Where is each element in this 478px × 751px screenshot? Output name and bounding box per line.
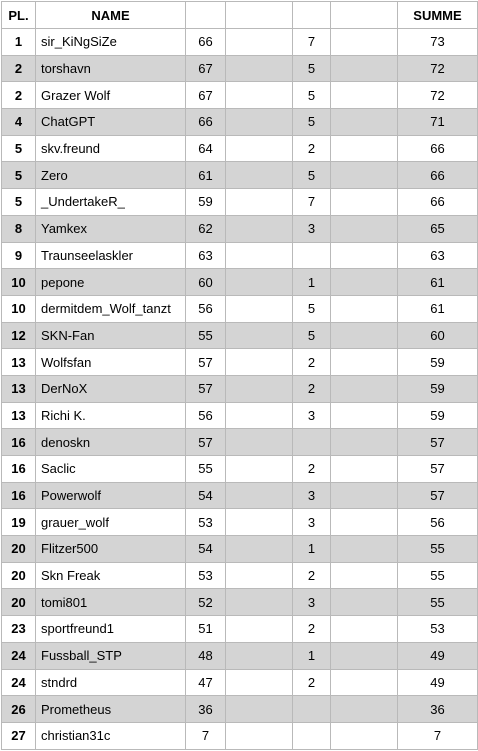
header-col-4 (226, 2, 293, 29)
empty-cell (226, 29, 293, 56)
place-cell: 27 (2, 722, 36, 749)
place-cell: 12 (2, 322, 36, 349)
empty-cell (226, 135, 293, 162)
bonus-cell: 5 (293, 322, 331, 349)
sum-cell: 53 (398, 616, 478, 643)
table-row (2, 29, 478, 56)
ranking-table (1, 1, 478, 750)
points-cell: 67 (186, 82, 226, 109)
points-cell: 54 (186, 482, 226, 509)
place-cell: 16 (2, 456, 36, 483)
bonus-cell: 1 (293, 269, 331, 296)
sum-cell: 72 (398, 82, 478, 109)
name-cell: tomi801 (36, 589, 186, 616)
name-cell: Richi K. (36, 402, 186, 429)
name-cell: Traunseelaskler (36, 242, 186, 269)
name-cell: DerNoX (36, 375, 186, 402)
empty-cell (331, 29, 398, 56)
points-cell: 54 (186, 536, 226, 563)
empty-cell (226, 509, 293, 536)
table-row (2, 616, 478, 643)
name-cell: pepone (36, 269, 186, 296)
table-row (2, 349, 478, 376)
empty-cell (226, 215, 293, 242)
bonus-cell: 3 (293, 589, 331, 616)
name-cell: Skn Freak (36, 562, 186, 589)
sum-cell: 56 (398, 509, 478, 536)
empty-cell (331, 375, 398, 402)
place-cell: 20 (2, 562, 36, 589)
sum-cell: 59 (398, 375, 478, 402)
sum-cell: 57 (398, 456, 478, 483)
name-cell: Prometheus (36, 696, 186, 723)
table-row (2, 295, 478, 322)
empty-cell (331, 509, 398, 536)
name-cell: torshavn (36, 55, 186, 82)
sum-cell: 61 (398, 295, 478, 322)
table-row (2, 189, 478, 216)
empty-cell (226, 269, 293, 296)
empty-cell (331, 109, 398, 136)
place-cell: 5 (2, 135, 36, 162)
name-cell: dermitdem_Wolf_tanzt (36, 295, 186, 322)
bonus-cell: 3 (293, 482, 331, 509)
table-row (2, 589, 478, 616)
table-row (2, 669, 478, 696)
header-col-5 (293, 2, 331, 29)
points-cell: 48 (186, 642, 226, 669)
empty-cell (331, 402, 398, 429)
bonus-cell (293, 429, 331, 456)
place-cell: 1 (2, 29, 36, 56)
points-cell: 52 (186, 589, 226, 616)
sum-cell: 65 (398, 215, 478, 242)
name-cell: SKN-Fan (36, 322, 186, 349)
sum-cell: 57 (398, 482, 478, 509)
points-cell: 36 (186, 696, 226, 723)
place-cell: 5 (2, 189, 36, 216)
empty-cell (331, 322, 398, 349)
place-cell: 5 (2, 162, 36, 189)
points-cell: 62 (186, 215, 226, 242)
points-cell: 53 (186, 509, 226, 536)
bonus-cell: 5 (293, 295, 331, 322)
place-cell: 26 (2, 696, 36, 723)
header-col-3 (186, 2, 226, 29)
name-cell: ChatGPT (36, 109, 186, 136)
empty-cell (331, 162, 398, 189)
sum-cell: 71 (398, 109, 478, 136)
bonus-cell: 5 (293, 109, 331, 136)
empty-cell (331, 536, 398, 563)
empty-cell (331, 242, 398, 269)
header-name: NAME (36, 2, 186, 29)
points-cell: 47 (186, 669, 226, 696)
empty-cell (331, 429, 398, 456)
empty-cell (226, 589, 293, 616)
place-cell: 19 (2, 509, 36, 536)
place-cell: 16 (2, 429, 36, 456)
sum-cell: 57 (398, 429, 478, 456)
name-cell: _UndertakeR_ (36, 189, 186, 216)
sum-cell: 73 (398, 29, 478, 56)
bonus-cell (293, 722, 331, 749)
bonus-cell: 5 (293, 162, 331, 189)
empty-cell (226, 562, 293, 589)
bonus-cell: 5 (293, 55, 331, 82)
name-cell: sir_KiNgSiZe (36, 29, 186, 56)
empty-cell (226, 55, 293, 82)
points-cell: 59 (186, 189, 226, 216)
bonus-cell: 2 (293, 135, 331, 162)
bonus-cell: 3 (293, 402, 331, 429)
points-cell: 7 (186, 722, 226, 749)
points-cell: 63 (186, 242, 226, 269)
sum-cell: 72 (398, 55, 478, 82)
empty-cell (331, 295, 398, 322)
bonus-cell: 2 (293, 562, 331, 589)
name-cell: sportfreund1 (36, 616, 186, 643)
place-cell: 20 (2, 589, 36, 616)
empty-cell (331, 215, 398, 242)
bonus-cell: 2 (293, 456, 331, 483)
points-cell: 67 (186, 55, 226, 82)
sum-cell: 36 (398, 696, 478, 723)
table-row (2, 55, 478, 82)
points-cell: 56 (186, 295, 226, 322)
bonus-cell: 5 (293, 82, 331, 109)
name-cell: Powerwolf (36, 482, 186, 509)
empty-cell (226, 482, 293, 509)
empty-cell (226, 375, 293, 402)
name-cell: christian31c (36, 722, 186, 749)
empty-cell (226, 189, 293, 216)
empty-cell (226, 696, 293, 723)
place-cell: 20 (2, 536, 36, 563)
table-row (2, 162, 478, 189)
empty-cell (331, 696, 398, 723)
points-cell: 55 (186, 322, 226, 349)
name-cell: Wolfsfan (36, 349, 186, 376)
place-cell: 24 (2, 642, 36, 669)
points-cell: 55 (186, 456, 226, 483)
table-row (2, 322, 478, 349)
table-row (2, 509, 478, 536)
sum-cell: 49 (398, 642, 478, 669)
place-cell: 23 (2, 616, 36, 643)
bonus-cell: 3 (293, 215, 331, 242)
table-row (2, 375, 478, 402)
points-cell: 57 (186, 429, 226, 456)
bonus-cell (293, 696, 331, 723)
points-cell: 66 (186, 109, 226, 136)
bonus-cell: 1 (293, 536, 331, 563)
place-cell: 10 (2, 295, 36, 322)
table-row (2, 135, 478, 162)
empty-cell (226, 295, 293, 322)
header-col-6 (331, 2, 398, 29)
points-cell: 56 (186, 402, 226, 429)
table-row (2, 402, 478, 429)
place-cell: 2 (2, 55, 36, 82)
points-cell: 66 (186, 29, 226, 56)
table-row (2, 109, 478, 136)
empty-cell (331, 349, 398, 376)
place-cell: 16 (2, 482, 36, 509)
bonus-cell: 1 (293, 642, 331, 669)
points-cell: 51 (186, 616, 226, 643)
empty-cell (331, 642, 398, 669)
header-row (2, 2, 478, 29)
table-row (2, 215, 478, 242)
place-cell: 9 (2, 242, 36, 269)
place-cell: 4 (2, 109, 36, 136)
place-cell: 24 (2, 669, 36, 696)
table-row (2, 82, 478, 109)
empty-cell (226, 616, 293, 643)
sum-cell: 55 (398, 562, 478, 589)
name-cell: denoskn (36, 429, 186, 456)
name-cell: Grazer Wolf (36, 82, 186, 109)
header-sum: SUMME (398, 2, 478, 29)
place-cell: 10 (2, 269, 36, 296)
sum-cell: 63 (398, 242, 478, 269)
place-cell: 13 (2, 375, 36, 402)
table-row (2, 242, 478, 269)
empty-cell (331, 82, 398, 109)
points-cell: 57 (186, 375, 226, 402)
points-cell: 57 (186, 349, 226, 376)
empty-cell (226, 349, 293, 376)
sum-cell: 55 (398, 589, 478, 616)
sum-cell: 55 (398, 536, 478, 563)
empty-cell (226, 242, 293, 269)
table-row (2, 456, 478, 483)
empty-cell (331, 269, 398, 296)
name-cell: Flitzer500 (36, 536, 186, 563)
bonus-cell: 2 (293, 375, 331, 402)
empty-cell (331, 562, 398, 589)
bonus-cell: 7 (293, 29, 331, 56)
table-row (2, 642, 478, 669)
table-row (2, 696, 478, 723)
table-row (2, 269, 478, 296)
empty-cell (226, 82, 293, 109)
sum-cell: 61 (398, 269, 478, 296)
empty-cell (226, 429, 293, 456)
sum-cell: 66 (398, 162, 478, 189)
sum-cell: 66 (398, 135, 478, 162)
bonus-cell: 3 (293, 509, 331, 536)
place-cell: 13 (2, 349, 36, 376)
sum-cell: 66 (398, 189, 478, 216)
empty-cell (226, 669, 293, 696)
empty-cell (331, 189, 398, 216)
empty-cell (331, 669, 398, 696)
empty-cell (331, 589, 398, 616)
header-place: PL. (2, 2, 36, 29)
empty-cell (226, 536, 293, 563)
bonus-cell (293, 242, 331, 269)
name-cell: stndrd (36, 669, 186, 696)
points-cell: 64 (186, 135, 226, 162)
sum-cell: 7 (398, 722, 478, 749)
empty-cell (331, 482, 398, 509)
bonus-cell: 2 (293, 349, 331, 376)
place-cell: 2 (2, 82, 36, 109)
empty-cell (331, 456, 398, 483)
empty-cell (226, 162, 293, 189)
bonus-cell: 2 (293, 669, 331, 696)
empty-cell (331, 55, 398, 82)
name-cell: Zero (36, 162, 186, 189)
points-cell: 60 (186, 269, 226, 296)
bonus-cell: 2 (293, 616, 331, 643)
points-cell: 53 (186, 562, 226, 589)
bonus-cell: 7 (293, 189, 331, 216)
empty-cell (226, 642, 293, 669)
name-cell: Fussball_STP (36, 642, 186, 669)
empty-cell (226, 456, 293, 483)
empty-cell (331, 722, 398, 749)
name-cell: grauer_wolf (36, 509, 186, 536)
empty-cell (331, 135, 398, 162)
points-cell: 61 (186, 162, 226, 189)
table-row (2, 722, 478, 749)
empty-cell (226, 109, 293, 136)
sum-cell: 59 (398, 349, 478, 376)
table-row (2, 429, 478, 456)
table-row (2, 562, 478, 589)
name-cell: Yamkex (36, 215, 186, 242)
sum-cell: 59 (398, 402, 478, 429)
sum-cell: 49 (398, 669, 478, 696)
empty-cell (331, 616, 398, 643)
name-cell: Saclic (36, 456, 186, 483)
place-cell: 8 (2, 215, 36, 242)
table-row (2, 536, 478, 563)
empty-cell (226, 322, 293, 349)
name-cell: skv.freund (36, 135, 186, 162)
empty-cell (226, 722, 293, 749)
sum-cell: 60 (398, 322, 478, 349)
table-row (2, 482, 478, 509)
empty-cell (226, 402, 293, 429)
place-cell: 13 (2, 402, 36, 429)
